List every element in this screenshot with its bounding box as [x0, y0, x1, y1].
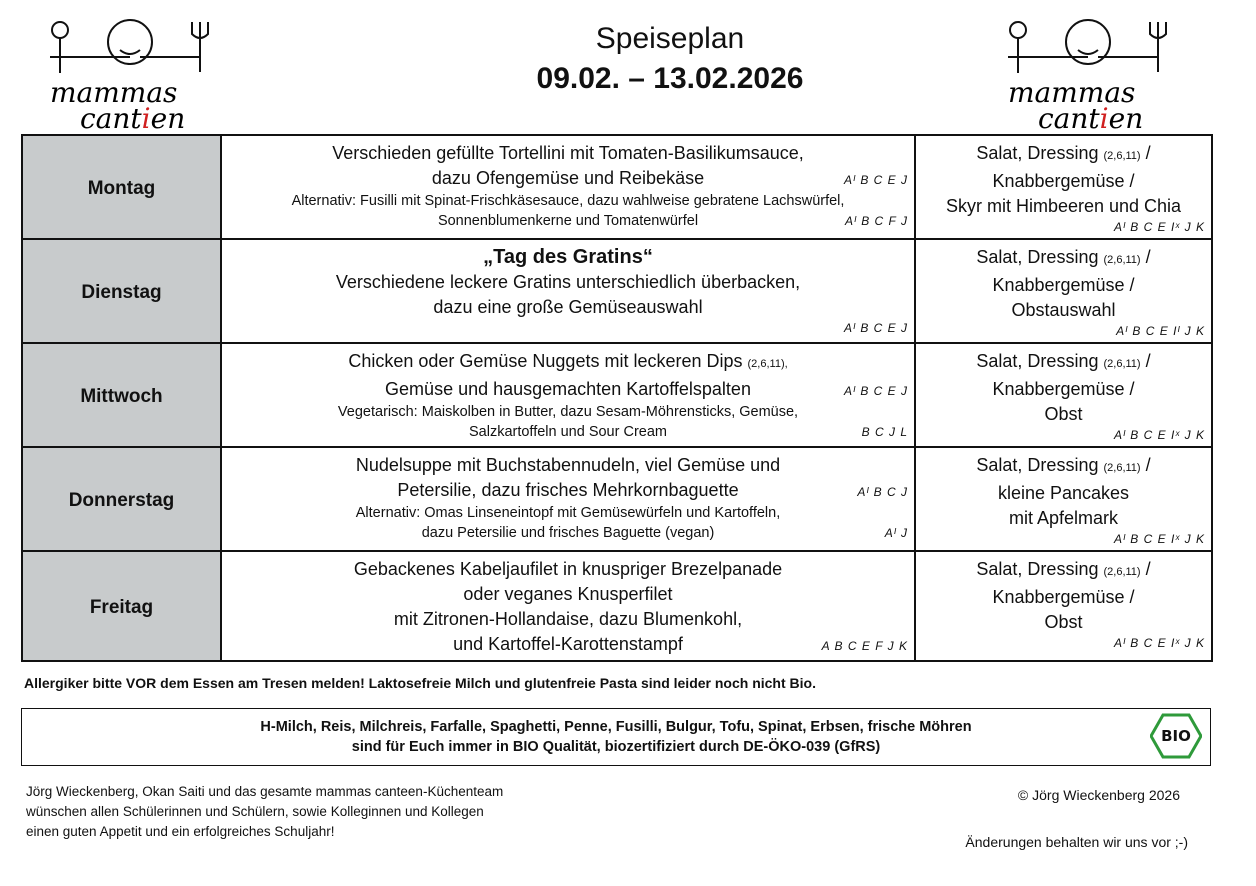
- alt-line: Salzkartoffeln und Sour Cream: [468, 424, 667, 440]
- table-row: [22, 551, 1212, 661]
- side-line: Salat, Dressing: [976, 143, 1099, 163]
- bio-box: [21, 708, 1211, 766]
- allergen-codes: Aᴵ B C E Iˣ J K: [1114, 220, 1205, 234]
- side-dish: Salat, Dressing (2,6,11) / Knabbergemüse / Skyr mit Himbeeren und Chia Aᴵ B C E Iˣ J K: [915, 135, 1212, 239]
- table-row: [22, 447, 1212, 551]
- dish-line: Petersilie, dazu frisches Mehrkornbaguette: [397, 480, 739, 500]
- side-line: Salat, Dressing: [976, 247, 1099, 267]
- dish-line: Verschiedene leckere Gratins unterschiedlich überbacken,: [335, 272, 801, 292]
- dish-line: dazu Ofengemüse und Reibekäse: [431, 168, 705, 188]
- mammas-canteen-logo-right: [998, 12, 1178, 132]
- svg-text:mammas: mammas: [1008, 76, 1136, 109]
- bio-line: sind für Euch immer in BIO Qualität, biozertifiziert durch DE-ÖKO-039 (GfRS): [351, 739, 881, 755]
- dish-row: [228, 478, 908, 503]
- greeting-line: Jörg Wieckenberg, Okan Saiti und das gesamte mammas canteen-Küchenteam: [26, 784, 504, 799]
- allergen-codes: Aᴵ B C E Iˣ J K: [1114, 532, 1205, 546]
- main-dish: [221, 135, 915, 239]
- side-line: Knabbergemüse /: [992, 171, 1135, 191]
- side-line: Obst: [1044, 404, 1083, 424]
- side-dish: Salat, Dressing (2,6,11) / Knabbergemüse / Obstauswahl Aᴵ B C E Iᴵ J K: [915, 239, 1212, 343]
- main-dish: [221, 447, 915, 551]
- greeting: [26, 782, 666, 842]
- date-range: 09.02. – 13.02.2026: [536, 62, 804, 95]
- side-line: Salat, Dressing: [976, 455, 1099, 475]
- allergen-codes: Aᴵ B C E J: [844, 384, 908, 398]
- alt-line: Alternativ: Fusilli mit Spinat-Frischkäsesauce, dazu wahlweise gebratene Lachswürfel,: [291, 193, 845, 209]
- allergen-codes: Aᴵ B C E J: [844, 173, 908, 187]
- alt-row: [228, 211, 908, 231]
- dish-row: [228, 377, 908, 402]
- side-line: Salat, Dressing: [976, 351, 1099, 371]
- dish-line: Nudelsuppe mit Buchstabennudeln, viel Gemüse und: [355, 455, 781, 475]
- dish-row: [228, 166, 908, 191]
- alt-line: dazu Petersilie und frisches Baguette (vegan): [421, 525, 715, 541]
- svg-text:cantien: cantien: [1038, 102, 1144, 132]
- alt-line: Alternativ: Omas Linseneintopf mit Gemüsewürfeln und Kartoffeln,: [355, 505, 781, 521]
- dish-line: Gebackenes Kabeljaufilet in knuspriger Brezelpanade: [353, 559, 783, 579]
- day-label: Freitag: [22, 551, 221, 661]
- svg-text:BIO: BIO: [1161, 727, 1191, 745]
- dish-line: Verschieden gefüllte Tortellini mit Tomaten-Basilikumsauce,: [332, 143, 804, 163]
- allergen-codes: Aᴵ B C J: [857, 485, 908, 499]
- side-line: Knabbergemüse /: [992, 379, 1135, 399]
- dressing-note: (2,6,11): [1103, 566, 1141, 578]
- table-row: [22, 135, 1212, 239]
- day-label: Mittwoch: [22, 343, 221, 447]
- side-line: Obstauswahl: [1011, 300, 1116, 320]
- dressing-note: (2,6,11): [1103, 254, 1141, 266]
- copyright: © Jörg Wieckenberg 2026: [1017, 787, 1180, 803]
- greeting-line: wünschen allen Schülerinnen und Schülern, sowie Kolleginnen und Kollegen: [26, 804, 484, 819]
- day-label: Montag: [22, 135, 221, 239]
- dip-note: (2,6,11),: [747, 358, 788, 370]
- table-row: [22, 343, 1212, 447]
- bio-line: H-Milch, Reis, Milchreis, Farfalle, Spaghetti, Penne, Fusilli, Bulgur, Tofu, Spinat, Erbsen, frische Möhren: [260, 719, 972, 735]
- allergen-codes: Aᴵ B C F J: [844, 214, 908, 228]
- allergen-codes: B C J L: [861, 425, 908, 439]
- allergen-codes: Aᴵ J: [884, 526, 908, 540]
- side-dish: Salat, Dressing (2,6,11) / kleine Pancakes mit Apfelmark Aᴵ B C E Iˣ J K: [915, 447, 1212, 551]
- day-label: Dienstag: [22, 239, 221, 343]
- main-dish: [221, 343, 915, 447]
- allergen-codes: Aᴵ B C E J: [844, 321, 908, 335]
- svg-text:cantien: cantien: [80, 102, 186, 132]
- title: Speiseplan: [595, 22, 745, 55]
- side-line: Knabbergemüse /: [992, 275, 1135, 295]
- mammas-canteen-logo-left: [40, 12, 220, 132]
- dressing-note: (2,6,11): [1103, 462, 1141, 474]
- page-title: [400, 22, 940, 96]
- allergen-codes: Aᴵ B C E Iˣ J K: [1114, 428, 1205, 442]
- dressing-note: (2,6,11): [1103, 358, 1141, 370]
- dish-line: dazu eine große Gemüseauswahl: [433, 297, 703, 317]
- table-row: [22, 239, 1212, 343]
- dish-row: [228, 632, 908, 657]
- allergy-notice: Allergiker bitte VOR dem Essen am Tresen melden! Laktosefreie Milch und glutenfreie Pasta sind leider noch nicht Bio.: [24, 675, 816, 691]
- day-label: Donnerstag: [22, 447, 221, 551]
- greeting-line: einen guten Appetit und ein erfolgreiches Schuljahr!: [26, 824, 335, 839]
- side-dish: Salat, Dressing (2,6,11) / Knabbergemüse / Obst Aᴵ B C E Iˣ J K: [915, 551, 1212, 661]
- alt-line: Sonnenblumenkerne und Tomatenwürfel: [437, 213, 699, 229]
- allergen-codes: Aᴵ B C E Iᴵ J K: [1116, 324, 1205, 338]
- side-line: Knabbergemüse /: [992, 587, 1135, 607]
- headline: „Tag des Gratins“: [483, 246, 653, 268]
- side-line: Skyr mit Himbeeren und Chia: [945, 196, 1182, 216]
- side-line: mit Apfelmark: [1008, 508, 1119, 528]
- dish-line: oder veganes Knusperfilet: [463, 584, 673, 604]
- alt-line: Vegetarisch: Maiskolben in Butter, dazu Sesam-Möhrensticks, Gemüse,: [337, 404, 799, 420]
- side-line: Obst: [1044, 612, 1083, 632]
- side-dish: Salat, Dressing (2,6,11) / Knabbergemüse / Obst Aᴵ B C E Iˣ J K: [915, 343, 1212, 447]
- allergen-codes: A B C E F J K: [821, 639, 908, 653]
- dish-line: mit Zitronen-Hollandaise, dazu Blumenkohl,: [393, 609, 743, 629]
- main-dish: [221, 551, 915, 661]
- svg-text:mammas: mammas: [50, 76, 178, 109]
- side-line: Salat, Dressing: [976, 559, 1099, 579]
- side-line: kleine Pancakes: [997, 483, 1130, 503]
- footer: [21, 782, 1213, 852]
- alt-row: [228, 422, 908, 442]
- changes-note: Änderungen behalten wir uns vor ;-): [965, 834, 1188, 850]
- main-dish: [221, 239, 915, 343]
- dish-line: und Kartoffel-Karottenstampf: [453, 634, 683, 654]
- dish-line: Gemüse und hausgemachten Kartoffelspalten: [385, 379, 751, 399]
- allergen-codes: Aᴵ B C E Iˣ J K: [1114, 636, 1205, 650]
- content: [21, 134, 1213, 852]
- bio-seal-icon: [1150, 713, 1202, 759]
- alt-row: [228, 523, 908, 543]
- menu-table: [21, 134, 1213, 662]
- dish-line: Chicken oder Gemüse Nuggets mit leckeren Dips: [348, 351, 743, 371]
- dressing-note: (2,6,11): [1103, 150, 1141, 162]
